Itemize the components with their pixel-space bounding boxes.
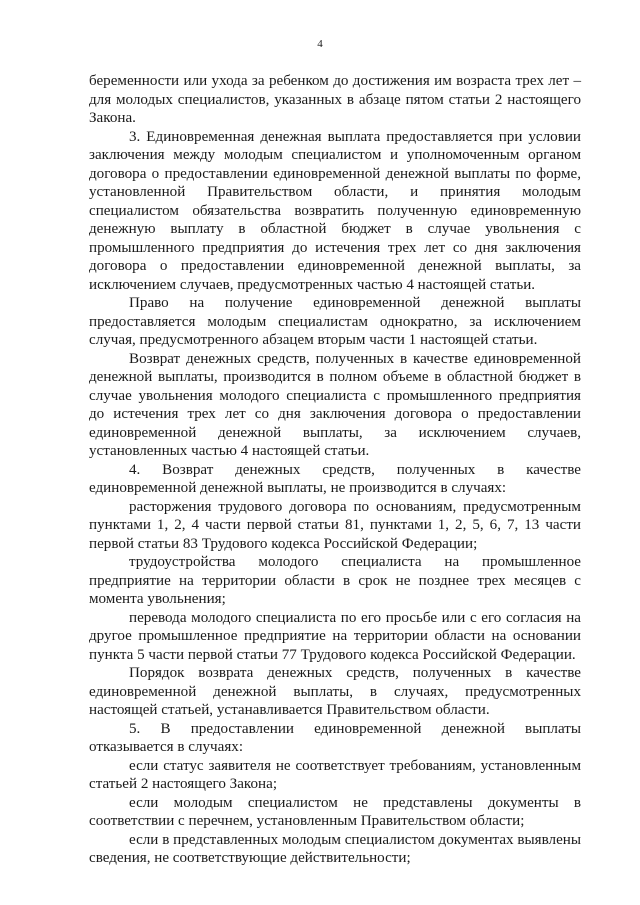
paragraph-part-5: 5. В предоставлении единовременной денежной выплаты отказывается в случаях:	[89, 720, 581, 755]
paragraph-continuation: беременности или ухода за ребенком до достижения им возраста трех лет – для молодых специалистов, указанных в абзаце пятом статьи 2 настоящего Закона.	[89, 73, 581, 126]
paragraph-case-transfer: перевода молодого специалиста по его просьбе или с его согласия на другое промышленное предприятие на территории области на основании пункта 5 части первой статьи 77 Трудового кодекса Российской Федерации.	[89, 609, 581, 663]
paragraph-refusal-documents: если молодым специалистом не представлены документы в соответствии с перечнем, установленным Правительством области;	[89, 794, 581, 829]
paragraph-part-3: 3. Единовременная денежная выплата предоставляется при условии заключения между молодым специалистом и уполномоченным органом договора о предоставлении единовременной денежной выплаты по форме, установленной Правительством области, и принятия молодым специалистом обязательства возвратить полученную единовременную денежную выплату в областной бюджет в случае увольнения с промышленного предприятия до истечения трех лет со дня заключения договора о предоставлении единовременной денежной выплаты, за исключением случаев, предусмотренных частью 4 настоящей статьи.	[89, 128, 581, 293]
document-body	[89, 72, 581, 868]
paragraph-refund-procedure: Порядок возврата денежных средств, полученных в качестве единовременной денежной выплаты, в случаях, предусмотренных настоящей статьей, устанавливается Правительством области.	[89, 665, 581, 718]
paragraph-part-4: 4. Возврат денежных средств, полученных в качестве единовременной денежной выплаты, не производится в случаях:	[89, 461, 581, 496]
paragraph-case-termination: расторжения трудового договора по основаниям, предусмотренным пунктами 1, 2, 4 части первой статьи 81, пунктами 1, 2, 5, 6, 7, 13 части первой статьи 83 Трудового кодекса Российской Федерации;	[89, 498, 581, 552]
paragraph-refusal-false-info: если в представленных молодым специалистом документах выявлены сведения, не соответствующие действительности;	[89, 831, 581, 866]
paragraph-refusal-status: если статус заявителя не соответствует требованиям, установленным статьей 2 настоящего Закона;	[89, 757, 581, 792]
paragraph-refund: Возврат денежных средств, полученных в качестве единовременной денежной выплаты, производится в полном объеме в областной бюджет в случае увольнения молодого специалиста с промышленного предприятия до истечения трех лет со дня заключения договора о предоставлении единовременной денежной выплаты, за исключением случаев, установленных частью 4 настоящей статьи.	[89, 350, 581, 459]
paragraph-case-reemployment: трудоустройства молодого специалиста на промышленное предприятие на территории области в срок не позднее трех месяцев с момента увольнения;	[89, 554, 581, 607]
page-number: 4	[317, 38, 323, 50]
paragraph-right-once: Право на получение единовременной денежной выплаты предоставляется молодым специалистам однократно, за исключением случая, предусмотренного абзацем вторым части 1 настоящей статьи.	[89, 295, 581, 348]
